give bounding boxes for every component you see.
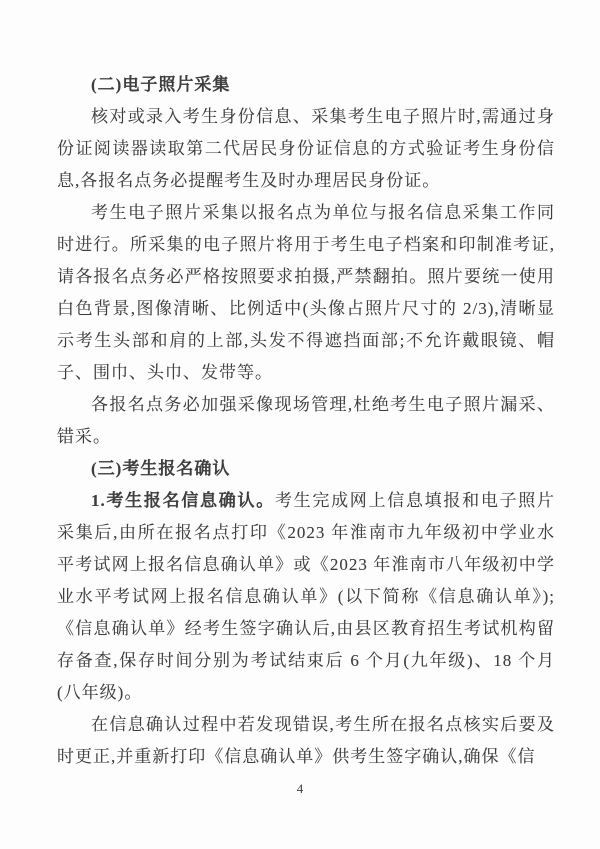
section-heading-photo-collection: (二)电子照片采集 xyxy=(91,75,231,94)
section-heading-registration-confirmation: (三)考生报名确认 xyxy=(91,459,231,478)
document-content xyxy=(57,69,555,773)
paragraph-photo-requirements: 考生电子照片采集以报名点为单位与报名信息采集工作同时进行。所采集的电子照片将用于考生电子档案和印制准考证,请各报名点务必严格按照要求拍摄,严禁翻拍。照片要统一使用白色背景,图像清晰、比例适中(头像占照片尺寸的 2/3),清晰显示考生头部和肩的上部,头发不得遮挡面部;不允许戴眼镜、帽子、围巾、头巾、发带等。 xyxy=(57,203,555,382)
paragraph-identity-verification: 核对或录入考生身份信息、采集考生电子照片时,需通过身份证阅读器读取第二代居民身份证信息的方式验证考生身份信息,各报名点务必提醒考生及时办理居民身份证。 xyxy=(57,107,555,190)
paragraph-info-confirmation xyxy=(57,485,555,709)
paragraph-body: 考生完成网上信息填报和电子照片采集后,由所在报名点打印《2023 年淮南市九年级初中学业水平考试网上报名信息确认单》或《2023 年淮南市八年级初中学业水平考试网上报名信息确认单》(以下简称《信息确认单》);《信息确认单》经考生签字确认后,由县区教育招生考试机构留存备查,保存时间分别为考试结束后 6 个月(九年级)、18 个月(八年级)。 xyxy=(57,491,555,702)
paragraph-lead: 1.考生报名信息确认。 xyxy=(91,491,275,510)
paragraph-error-correction: 在信息确认过程中若发现错误,考生所在报名点核实后要及时更正,并重新打印《信息确认单》供考生签字确认,确保《信 xyxy=(57,715,555,766)
paragraph-site-management: 各报名点务必加强采像现场管理,杜绝考生电子照片漏采、错采。 xyxy=(57,395,555,446)
page-number: 4 xyxy=(296,781,304,796)
